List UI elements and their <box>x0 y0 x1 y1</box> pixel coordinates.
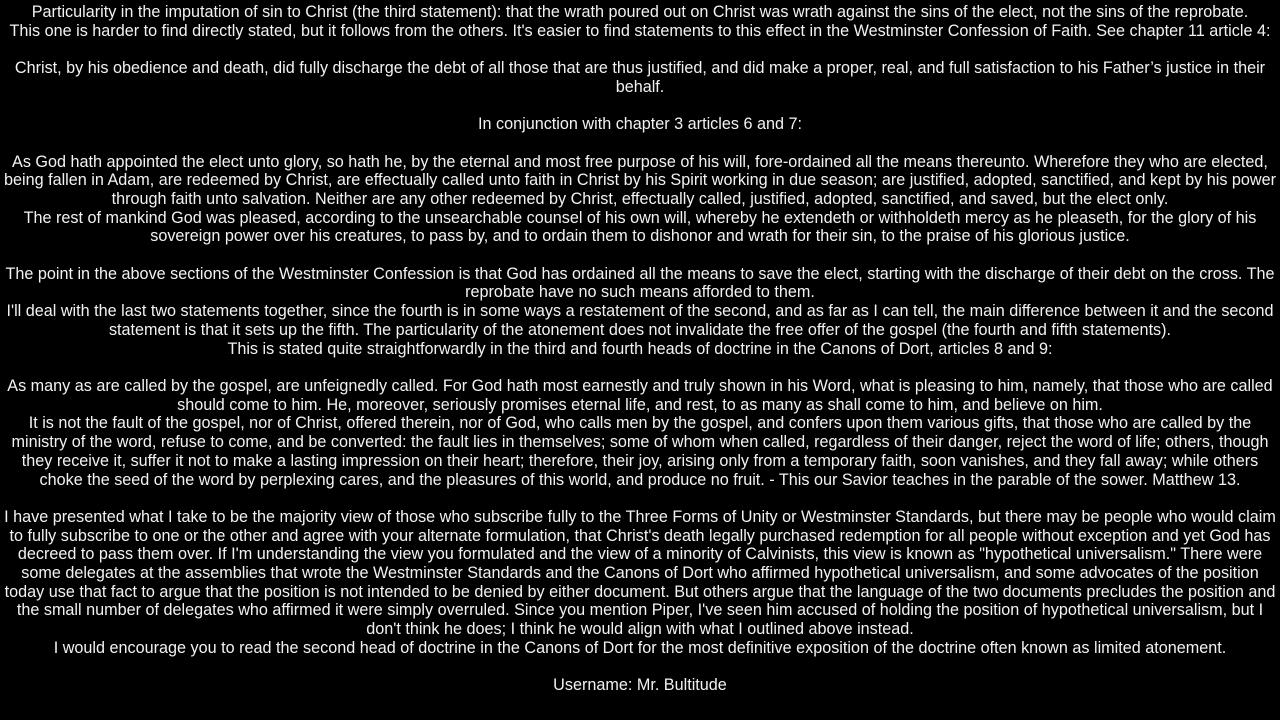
paragraph-gap <box>2 658 1278 677</box>
quote-westminster-3-7: The rest of mankind God was pleased, according to the unsearchable counsel of his own will, whereby he extendeth or withholdeth mercy as he pleaseth, for the glory of his sovereign power over his creatures, to pass by, and to ordain them to dishonor and wrath for their sin, to the praise of his glorious justice. <box>23 208 1257 246</box>
quote-westminster-3-6: As God hath appointed the elect unto glory, so hath he, by the eternal and most free purpose of his will, fore-ordained all the means thereunto. Wherefore they who are elected, being fallen in Adam, are redeemed by Christ, are effectually called unto faith in Christ by his Spirit working in due season; are justified, adopted, sanctified, and kept by his power through faith unto salvation. Neither are any other redeemed by Christ, effectually called, justified, adopted, sanctified, and saved, but the elect only. <box>3 152 1277 208</box>
paragraph-gap <box>2 40 1278 59</box>
quote-westminster-11-4: Christ, by his obedience and death, did fully discharge the debt of all those that are thus justified, and did make a proper, real, and full satisfaction to his Father’s justice in their behalf. <box>14 59 1266 96</box>
paragraph-gap <box>2 489 1278 508</box>
paragraph-gap <box>2 246 1278 265</box>
paragraph-third-statement: Particularity in the imputation of sin to Christ (the third statement): that the wrath poured out on Christ was wrath against the sins of the elect, not the sins of the reprobate. <box>31 3 1249 21</box>
paragraph-last-two-statements: I'll deal with the last two statements together, since the fourth is in some ways a restatement of the second, and as far as I can tell, the main difference between it and the second statement is that it sets up the fifth. The particularity of the atonement does not invalidate the free offer of the gospel (the fourth and fifth statements). <box>6 302 1274 339</box>
paragraph-point: The point in the above sections of the Westminster Confession is that God has ordained all the means to save the elect, starting with the discharge of their debt on the cross. The reprobate have no such means afforded to them. <box>5 264 1275 302</box>
paragraph-gap <box>2 134 1278 153</box>
username-label: Username: Mr. Bultitude <box>553 676 727 695</box>
quote-canons-article-8: As many as are called by the gospel, are unfeignedly called. For God hath most earnestly and truly shown in his Word, what is pleasing to him, namely, that those who are called should come to him. He, moreover, seriously promises eternal life, and rest, to as many as shall come to him, and believe on him. <box>7 376 1273 414</box>
paragraph-westminster-intro: This one is harder to find directly stated, but it follows from the others. It's easier to find statements to this effect in the Westminster Confession of Faith. See chapter 11 article 4: <box>9 21 1271 40</box>
paragraph-conjunction: In conjunction with chapter 3 articles 6 and 7: <box>478 115 802 134</box>
paragraph-gap <box>2 358 1278 377</box>
quote-canons-article-9: It is not the fault of the gospel, nor of Christ, offered therein, nor of God, who calls men by the gospel, and confers upon them various gifts, that those who are called by the ministry of the word, refuse to come, and be converted: the fault lies in themselves; some of whom when called, regardless of their danger, reject the word of life; others, though they receive it, suffer it not to make a lasting impression on their heart; therefore, their joy, arising only from a temporary faith, soon vanishes, and they fall away; while others choke the seed of the word by perplexing cares, and the pleasures of this world, and produce no fruit. - This our Savior teaches in the parable of the sower. Matthew 13. <box>11 414 1269 489</box>
paragraph-encouragement: I would encourage you to read the second head of doctrine in the Canons of Dort for the most definitive exposition of the doctrine often known as limited atonement. <box>53 638 1227 657</box>
paragraph-gap <box>2 97 1278 116</box>
paragraph-canons-intro: This is stated quite straightforwardly in the third and fourth heads of doctrine in the Canons of Dort, articles 8 and 9: <box>227 339 1053 358</box>
paragraph-majority-view: I have presented what I take to be the majority view of those who subscribe fully to the Three Forms of Unity or Westminster Standards, but there may be people who would claim to fully subscribe to one or the other and agree with your alternate formulation, that Christ's death legally purchased redemption for all people without exception and yet God has decreed to pass them over. If I'm understanding the view you formulated and the view of a minority of Calvinists, this view is known as "hypothetical universalism." There were some delegates at the assemblies that wrote the Westminster Standards and the Canons of Dort who affirmed hypothetical universalism, and some advocates of the position today use that fact to argue that the position is not intended to be denied by either document. But others argue that the language of the two documents precludes the position and the small number of delegates who affirmed it were simply overruled. Since you mention Piper, I've seen him accused of holding the position of hypothetical universalism, but I don't think he does; I think he would align with what I outlined above instead. <box>4 507 1276 639</box>
